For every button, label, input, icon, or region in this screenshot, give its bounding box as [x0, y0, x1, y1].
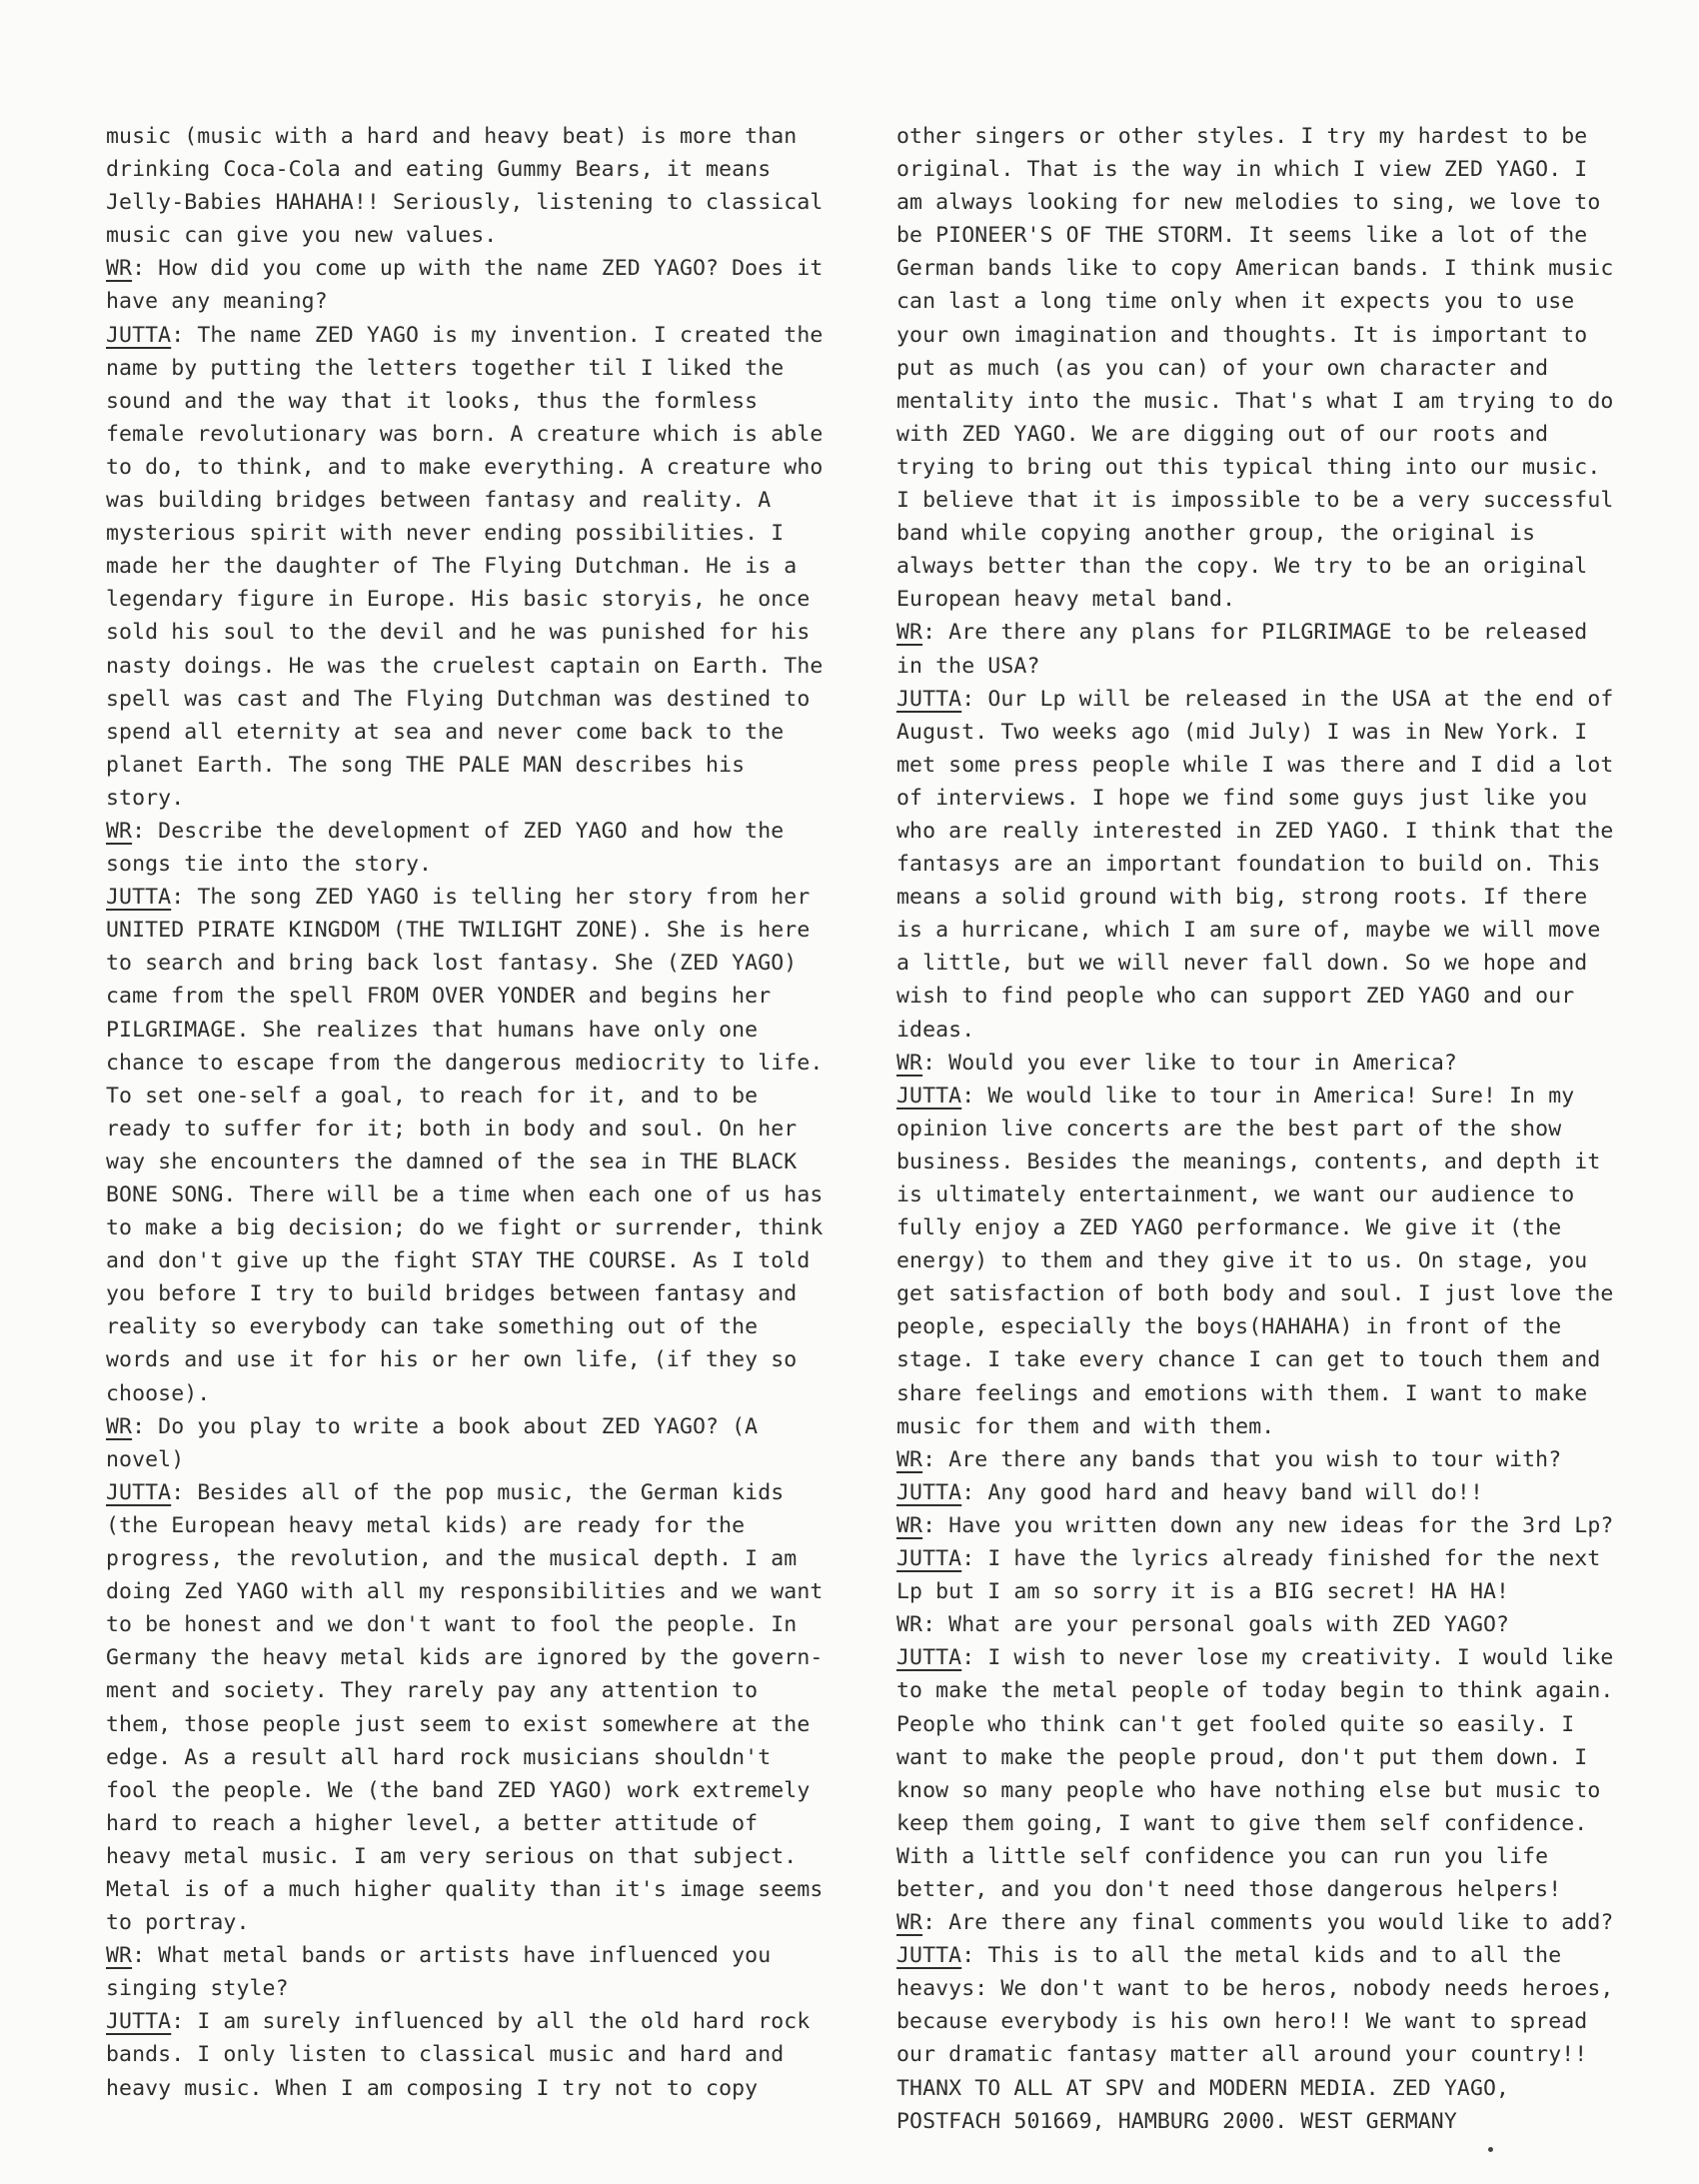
line-text: hard to reach a higher level, a better attitude of	[106, 1810, 759, 1836]
line-text: ready to suffer for it; both in body and soul. On her	[106, 1115, 798, 1141]
text-line	[896, 815, 1648, 848]
text-line	[896, 1014, 1648, 1047]
line-text: UNITED PIRATE KINGDOM (THE TWILIGHT ZONE). She is here	[106, 918, 811, 944]
line-text: planet Earth. The song THE PALE MAN describes his	[106, 752, 746, 778]
text-line	[896, 1377, 1648, 1410]
line-text: and don't give up the fight STAY THE COURSE. As I told	[106, 1248, 811, 1274]
line-text: August. Two weeks ago (mid July) I was in New York. I	[896, 719, 1588, 745]
line-text: : Any good hard and heavy band will do!!	[961, 1479, 1483, 1505]
line-text: words and use it for his or her own life, (if they so	[106, 1347, 798, 1373]
line-text: : What are your personal goals with ZED YAGO?	[922, 1612, 1510, 1638]
text-line	[106, 550, 873, 583]
text-line	[106, 1840, 873, 1873]
speaker-label: JUTTA	[896, 1546, 962, 1572]
text-line	[106, 1277, 873, 1310]
text-line	[896, 252, 1648, 285]
line-text: with ZED YAGO. We are digging out of our roots and	[896, 421, 1549, 447]
speaker-label: JUTTA	[896, 1943, 962, 1969]
text-line	[106, 1476, 873, 1509]
line-text: to search and bring back lost fantasy. She (ZED YAGO)	[106, 951, 798, 977]
line-text: met some press people while I was there and I did a lot	[896, 752, 1614, 778]
text-line	[896, 980, 1648, 1013]
line-text: opinion live concerts are the best part of the show	[896, 1115, 1562, 1141]
speaker-label: JUTTA	[106, 1479, 172, 1505]
text-line	[106, 1674, 873, 1707]
line-text: in the USA?	[896, 653, 1040, 679]
text-line	[106, 1641, 873, 1674]
speaker-label: JUTTA	[896, 1083, 962, 1108]
line-text: progress, the revolution, and the musical depth. I am	[106, 1546, 798, 1572]
line-text: Jelly-Babies HAHAHA!! Seriously, listening to classical	[106, 190, 824, 216]
text-line	[896, 881, 1648, 914]
line-text: you before I try to build bridges between fantasy and	[106, 1281, 798, 1307]
text-line	[106, 219, 873, 252]
text-line	[106, 2072, 873, 2105]
line-text: is a hurricane, which I am sure of, maybe we will move	[896, 918, 1601, 944]
speaker-label: WR	[106, 818, 133, 844]
line-text: legendary figure in Europe. His basic storyis, he once	[106, 587, 811, 613]
line-text: spell was cast and The Flying Dutchman was destined to	[106, 686, 811, 712]
line-text: POSTFACH 501669, HAMBURG 2000. WEST GERMANY	[896, 2108, 1457, 2134]
text-line	[106, 650, 873, 683]
text-line	[896, 1476, 1648, 1509]
line-text: : We would like to tour in America! Sure! In my	[961, 1083, 1575, 1108]
text-line	[106, 319, 873, 352]
text-line	[106, 1741, 873, 1774]
line-text: BONE SONG. There will be a time when each one of us has	[106, 1182, 824, 1207]
line-text: : Our Lp will be released in the USA at the end of	[961, 686, 1614, 712]
line-text: : Describe the development of ZED YAGO and how the	[132, 818, 785, 844]
text-line	[896, 550, 1648, 583]
line-text: way she encounters the damned of the sea in THE BLACK	[106, 1148, 798, 1174]
line-text: other singers or other styles. I try my hardest to be	[896, 124, 1588, 149]
line-text: stage. I take every chance I can get to touch them and	[896, 1347, 1601, 1373]
text-line	[896, 1840, 1648, 1873]
text-line	[896, 1343, 1648, 1376]
text-line	[106, 1145, 873, 1178]
left-text-column	[106, 120, 873, 2105]
text-line	[896, 749, 1648, 782]
text-line	[896, 1112, 1648, 1145]
text-line	[106, 815, 873, 848]
text-line	[896, 1211, 1648, 1244]
line-text: spend all eternity at sea and never come back to the	[106, 719, 785, 745]
text-line	[896, 1277, 1648, 1310]
speaker-label: JUTTA	[106, 885, 172, 911]
speaker-label: WR	[896, 1512, 923, 1538]
line-text: doing Zed YAGO with all my responsibilities and we want	[106, 1579, 824, 1605]
text-line	[106, 947, 873, 980]
line-text: to do, to think, and to make everything. A creature who	[106, 454, 824, 480]
line-text: trying to bring out this typical thing into our music.	[896, 454, 1601, 480]
text-line	[896, 219, 1648, 252]
text-line	[896, 2105, 1648, 2138]
text-line	[896, 1575, 1648, 1608]
text-line	[106, 980, 873, 1013]
text-line	[106, 1774, 873, 1807]
text-line	[896, 1873, 1648, 1906]
text-line	[896, 186, 1648, 219]
text-line	[106, 1608, 873, 1641]
line-text: of interviews. I hope we find some guys just like you	[896, 785, 1588, 811]
text-line	[896, 782, 1648, 815]
text-line	[106, 2038, 873, 2071]
text-line	[896, 484, 1648, 517]
line-text: heavy music. When I am composing I try not to copy	[106, 2075, 759, 2101]
text-line	[106, 418, 873, 451]
line-text: to make the metal people of today begin to think again.	[896, 1678, 1614, 1704]
text-line	[106, 1377, 873, 1410]
speaker-label: WR	[896, 1612, 923, 1638]
line-text: : Are there any final comments you would like to add?	[922, 1910, 1614, 1936]
text-line	[896, 1741, 1648, 1774]
text-line	[106, 451, 873, 484]
text-line	[106, 2005, 873, 2038]
text-line	[896, 285, 1648, 318]
text-line	[896, 1939, 1648, 1972]
line-text: band while copying another group, the original is	[896, 521, 1536, 547]
speaker-label: WR	[106, 256, 133, 282]
line-text: fully enjoy a ZED YAGO performance. We give it (the	[896, 1215, 1562, 1241]
line-text: : The name ZED YAGO is my invention. I created the	[171, 322, 824, 348]
line-text: chance to escape from the dangerous mediocrity to life.	[106, 1050, 824, 1076]
line-text: know so many people who have nothing else but music to	[896, 1777, 1601, 1803]
line-text: : Have you written down any new ideas for the 3rd Lp?	[922, 1512, 1614, 1538]
text-line	[896, 1774, 1648, 1807]
text-line	[896, 1509, 1648, 1542]
line-text: mentality into the music. That's what I am trying to do	[896, 388, 1614, 414]
text-line	[896, 1410, 1648, 1443]
line-text: European heavy metal band.	[896, 587, 1236, 613]
text-line	[106, 1112, 873, 1145]
line-text: our dramatic fantasy matter all around your country!!	[896, 2042, 1588, 2068]
line-text: female revolutionary was born. A creature which is able	[106, 421, 824, 447]
text-line	[896, 2038, 1648, 2071]
line-text: story.	[106, 785, 185, 811]
line-text: sound and the way that it looks, thus the formless	[106, 388, 759, 414]
line-text: to be honest and we don't want to fool the people. In	[106, 1612, 798, 1638]
line-text: edge. As a result all hard rock musicians shouldn't	[106, 1744, 772, 1770]
text-line	[896, 1145, 1648, 1178]
line-text: business. Besides the meanings, contents, and depth it	[896, 1148, 1601, 1174]
line-text: nasty doings. He was the cruelest captain on Earth. The	[106, 653, 824, 679]
text-line	[106, 1443, 873, 1476]
line-text: music can give you new values.	[106, 223, 498, 249]
line-text: put as much (as you can) of your own character and	[896, 355, 1549, 381]
line-text: (the European heavy metal kids) are ready for the	[106, 1512, 746, 1538]
line-text: : The song ZED YAGO is telling her story from her	[171, 885, 811, 911]
line-text: your own imagination and thoughts. It is important to	[896, 322, 1588, 348]
line-text: name by putting the letters together til I liked the	[106, 355, 785, 381]
line-text: : Do you play to write a book about ZED YAGO? (A	[132, 1413, 759, 1439]
line-text: I believe that it is impossible to be a very successful	[896, 488, 1614, 514]
text-line	[106, 120, 873, 153]
text-line	[106, 1211, 873, 1244]
line-text: music (music with a hard and heavy beat) is more than	[106, 124, 798, 149]
text-line	[896, 683, 1648, 716]
line-text: want to make the people proud, don't put them down. I	[896, 1744, 1588, 1770]
line-text: wish to find people who can support ZED YAGO and our	[896, 984, 1575, 1010]
line-text: who are really interested in ZED YAGO. I think that the	[896, 818, 1614, 844]
text-line	[106, 1244, 873, 1277]
text-line	[896, 2072, 1648, 2105]
text-line	[896, 650, 1648, 683]
text-line	[106, 285, 873, 318]
line-text: To set one-self a goal, to reach for it, and to be	[106, 1083, 759, 1108]
text-line	[896, 1608, 1648, 1641]
speaker-label: WR	[896, 1446, 923, 1472]
text-line	[896, 1708, 1648, 1741]
line-text: them, those people just seem to exist somewhere at the	[106, 1711, 811, 1737]
line-text: : I wish to never lose my creativity. I would like	[961, 1645, 1614, 1671]
line-text: is ultimately entertainment, we want our audience to	[896, 1182, 1575, 1207]
text-line	[106, 252, 873, 285]
line-text: THANX TO ALL AT SPV and MODERN MEDIA. ZED YAGO,	[896, 2075, 1510, 2101]
text-line	[106, 914, 873, 947]
text-line	[896, 616, 1648, 649]
text-line	[896, 1178, 1648, 1211]
line-text: original. That is the way in which I view ZED YAGO. I	[896, 157, 1588, 183]
line-text: Lp but I am so sorry it is a BIG secret! HA HA!	[896, 1579, 1510, 1605]
text-line	[896, 1972, 1648, 2005]
text-line	[106, 1178, 873, 1211]
line-text: fantasys are an important foundation to build on. This	[896, 852, 1601, 878]
speaker-label: WR	[896, 620, 923, 646]
text-line	[896, 914, 1648, 947]
speaker-label: JUTTA	[106, 322, 172, 348]
line-text: because everybody is his own hero!! We want to spread	[896, 2009, 1588, 2035]
line-text: to make a big decision; do we fight or surrender, think	[106, 1215, 824, 1241]
line-text: can last a long time only when it expects you to use	[896, 289, 1575, 315]
right-text-column	[896, 120, 1648, 2138]
text-line	[896, 319, 1648, 352]
text-line	[106, 881, 873, 914]
line-text: share feelings and emotions with them. I want to make	[896, 1380, 1588, 1406]
line-text: : I am surely influenced by all the old hard rock	[171, 2009, 811, 2035]
text-line	[896, 583, 1648, 616]
line-text: German bands like to copy American bands. I think music	[896, 256, 1614, 282]
text-line	[106, 1575, 873, 1608]
text-line	[106, 782, 873, 815]
text-line	[896, 1807, 1648, 1840]
line-text: get satisfaction of both body and soul. I just love the	[896, 1281, 1614, 1307]
text-line	[896, 1080, 1648, 1112]
text-line	[106, 1410, 873, 1443]
line-text: was building bridges between fantasy and reality. A	[106, 488, 772, 514]
text-line	[896, 418, 1648, 451]
line-text: keep them going, I want to give them self confidence.	[896, 1810, 1588, 1836]
line-text: choose).	[106, 1380, 211, 1406]
text-line	[106, 848, 873, 881]
line-text: : Besides all of the pop music, the German kids	[171, 1479, 785, 1505]
text-line	[106, 616, 873, 649]
text-line	[896, 716, 1648, 749]
text-line	[896, 1542, 1648, 1575]
line-text: bands. I only listen to classical music and hard and	[106, 2042, 785, 2068]
text-line	[896, 153, 1648, 186]
line-text: People who think can't get fooled quite so easily. I	[896, 1711, 1575, 1737]
line-text: have any meaning?	[106, 289, 328, 315]
text-line	[896, 517, 1648, 550]
line-text: reality so everybody can take something out of the	[106, 1314, 759, 1340]
text-line	[106, 1080, 873, 1112]
line-text: singing style?	[106, 1976, 289, 2002]
text-line	[896, 385, 1648, 418]
line-text: better, and you don't need those dangerous helpers!	[896, 1876, 1562, 1902]
text-line	[106, 749, 873, 782]
line-text: ideas.	[896, 1017, 975, 1043]
text-line	[896, 1641, 1648, 1674]
line-text: be PIONEER'S OF THE STORM. It seems like a lot of the	[896, 223, 1588, 249]
text-line	[106, 385, 873, 418]
text-line	[106, 1807, 873, 1840]
text-line	[106, 1972, 873, 2005]
text-line	[106, 1542, 873, 1575]
line-text: energy) to them and they give it to us. On stage, you	[896, 1248, 1588, 1274]
line-text: means a solid ground with big, strong roots. If there	[896, 885, 1588, 911]
line-text: : This is to all the metal kids and to all the	[961, 1943, 1562, 1969]
line-text: Germany the heavy metal kids are ignored by the govern-	[106, 1645, 824, 1671]
ink-speck	[1488, 2147, 1493, 2152]
line-text: sold his soul to the devil and he was punished for his	[106, 620, 811, 646]
text-line	[106, 1873, 873, 1906]
line-text: people, especially the boys(HAHAHA) in front of the	[896, 1314, 1562, 1340]
speaker-label: WR	[896, 1050, 923, 1076]
line-text: : How did you come up with the name ZED YAGO? Does it	[132, 256, 824, 282]
line-text: made her the daughter of The Flying Dutchman. He is a	[106, 554, 798, 580]
text-line	[896, 120, 1648, 153]
text-line	[106, 1906, 873, 1939]
text-line	[896, 848, 1648, 881]
line-text: a little, but we will never fall down. So we hope and	[896, 951, 1588, 977]
line-text: heavy metal music. I am very serious on that subject.	[106, 1843, 798, 1869]
speaker-label: JUTTA	[896, 686, 962, 712]
line-text: PILGRIMAGE. She realizes that humans have only one	[106, 1017, 759, 1043]
speaker-label: WR	[896, 1910, 923, 1936]
line-text: drinking Coca-Cola and eating Gummy Bears, it means	[106, 157, 772, 183]
speaker-label: WR	[106, 1943, 133, 1969]
line-text: : Are there any plans for PILGRIMAGE to be released	[922, 620, 1588, 646]
text-line	[106, 352, 873, 385]
speaker-label: JUTTA	[106, 2009, 172, 2035]
line-text: : Are there any bands that you wish to tour with?	[922, 1446, 1562, 1472]
text-line	[896, 1906, 1648, 1939]
line-text: always better than the copy. We try to be an original	[896, 554, 1588, 580]
text-line	[896, 1047, 1648, 1080]
text-line	[106, 683, 873, 716]
line-text: novel)	[106, 1446, 185, 1472]
text-line	[896, 2005, 1648, 2038]
line-text: : What metal bands or artists have influenced you	[132, 1943, 772, 1969]
line-text: : Would you ever like to tour in America?	[922, 1050, 1457, 1076]
speaker-label: JUTTA	[896, 1645, 962, 1671]
text-line	[106, 1014, 873, 1047]
line-text: fool the people. We (the band ZED YAGO) work extremely	[106, 1777, 811, 1803]
text-line	[106, 186, 873, 219]
text-line	[106, 1343, 873, 1376]
line-text: songs tie into the story.	[106, 852, 433, 878]
line-text: mysterious spirit with never ending possibilities. I	[106, 521, 785, 547]
text-line	[896, 1244, 1648, 1277]
text-line	[106, 583, 873, 616]
text-line	[106, 1047, 873, 1080]
text-line	[106, 1509, 873, 1542]
speaker-label: JUTTA	[896, 1479, 962, 1505]
text-line	[106, 1708, 873, 1741]
line-text: to portray.	[106, 1910, 250, 1936]
line-text: Metal is of a much higher quality than it's image seems	[106, 1876, 824, 1902]
line-text: : I have the lyrics already finished for the next	[961, 1546, 1601, 1572]
line-text: music for them and with them.	[896, 1413, 1275, 1439]
line-text: am always looking for new melodies to sing, we love to	[896, 190, 1601, 216]
speaker-label: WR	[106, 1413, 133, 1439]
text-line	[106, 517, 873, 550]
text-line	[896, 451, 1648, 484]
text-line	[896, 1443, 1648, 1476]
line-text: heavys: We don't want to be heros, nobody needs heroes,	[896, 1976, 1614, 2002]
text-line	[896, 947, 1648, 980]
text-line	[106, 153, 873, 186]
text-line	[106, 1939, 873, 1972]
text-line	[896, 352, 1648, 385]
text-line	[896, 1674, 1648, 1707]
line-text: ment and society. They rarely pay any attention to	[106, 1678, 759, 1704]
line-text: With a little self confidence you can run you life	[896, 1843, 1549, 1869]
text-line	[106, 716, 873, 749]
text-line	[106, 1310, 873, 1343]
text-line	[896, 1310, 1648, 1343]
line-text: came from the spell FROM OVER YONDER and begins her	[106, 984, 772, 1010]
text-line	[106, 484, 873, 517]
